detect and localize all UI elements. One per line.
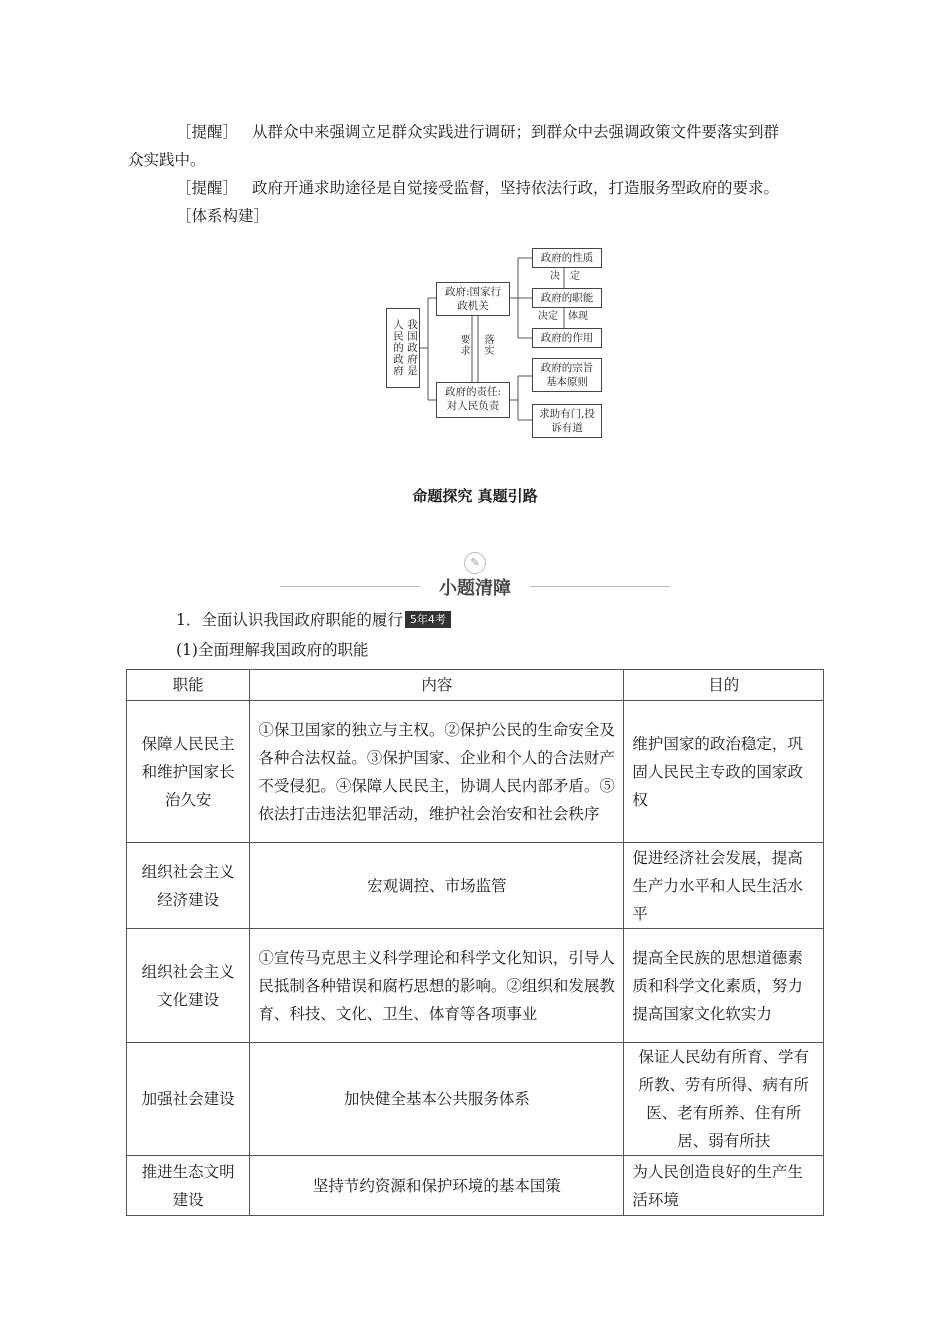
reminder-paragraph-1-continued: 众实践中。 <box>128 151 206 169</box>
diagram-responsibility: 政府的责任:对人民负责 <box>436 382 510 418</box>
cell-purpose: 促进经济社会发展，提高生产力水平和人民生活水平 <box>624 843 824 929</box>
reminder-text: 政府开通求助途径是自觉接受监督，坚持依法行政，打造服务型政府的要求。 <box>252 179 780 197</box>
diagram-label-implement: 落实 <box>482 334 493 356</box>
table-row <box>127 1156 824 1216</box>
section-banner <box>280 550 670 600</box>
cell-purpose: 保证人民幼有所育、学有所教、劳有所得、病有所医、老有所养、住有所居、弱有所扶 <box>624 1043 824 1156</box>
banner-title: 小题清障 <box>439 578 511 599</box>
reminder-tag: ［提醒］ <box>176 179 239 197</box>
table-header-row <box>127 670 824 701</box>
table-row <box>127 1043 824 1156</box>
section-title: 命题探究 真题引路 <box>412 487 538 505</box>
reminder-paragraph-2 <box>176 174 826 202</box>
diagram-help: 求助有门,投诉有道 <box>532 404 602 438</box>
cell-purpose: 为人民创造良好的生产生活环境 <box>624 1156 824 1216</box>
cell-content: ①保卫国家的独立与主权。②保护公民的生命安全及各种合法权益。③保护国家、企业和个人的合法财产不受侵犯。④保障人民民主，协调人民内部矛盾。⑤依法打击违法犯罪活动，维护社会治安和社会秩序 <box>250 701 624 843</box>
header-function: 职能 <box>127 670 250 701</box>
cell-function: 组织社会主义文化建设 <box>127 929 250 1043</box>
reminder-tag: ［提醒］ <box>176 123 239 141</box>
reminder-text: 从群众中来强调立足群众实践进行调研；到群众中去强调政策文件要落实到群 <box>252 123 780 141</box>
diagram-nature: 政府的性质 <box>532 248 602 268</box>
cell-content: 坚持节约资源和保护环境的基本国策 <box>250 1156 624 1216</box>
diagram-function: 政府的职能 <box>532 288 602 308</box>
exam-frequency-badge: 5年4考 <box>405 611 451 628</box>
item-heading-text: 1．全面认识我国政府职能的履行 <box>176 611 403 629</box>
cell-function: 组织社会主义经济建设 <box>127 843 250 929</box>
diagram-label-decide-2: 决定 <box>538 311 558 322</box>
cell-content: 加快健全基本公共服务体系 <box>250 1043 624 1156</box>
system-construction-heading: ［体系构建］ <box>176 207 270 225</box>
header-content: 内容 <box>250 670 624 701</box>
diagram-root: 我国政府是人民的政府 <box>386 308 420 388</box>
table-row <box>127 929 824 1043</box>
cell-function: 保障人民民主和维护国家长治久安 <box>127 701 250 843</box>
table-row <box>127 701 824 843</box>
diagram-principle: 政府的宗旨基本原则 <box>532 358 602 392</box>
item-heading <box>176 607 451 633</box>
cell-function: 加强社会建设 <box>127 1043 250 1156</box>
pen-icon: ✎ <box>464 552 486 574</box>
cell-purpose: 提高全民族的思想道德素质和科学文化素质，努力提高国家文化软实力 <box>624 929 824 1043</box>
functions-table <box>126 669 824 1216</box>
header-purpose: 目的 <box>624 670 824 701</box>
table-row <box>127 843 824 929</box>
cell-function: 推进生态文明建设 <box>127 1156 250 1216</box>
diagram-role: 政府的作用 <box>532 328 602 348</box>
sub-heading: (1)全面理解我国政府的职能 <box>176 641 369 659</box>
concept-diagram <box>380 240 620 445</box>
diagram-label-embody: 体现 <box>568 311 588 322</box>
diagram-label-decide-1: 决 定 <box>550 271 580 282</box>
diagram-gov: 政府:国家行政机关 <box>436 282 510 316</box>
cell-purpose: 维护国家的政治稳定，巩固人民民主专政的国家政权 <box>624 701 824 843</box>
cell-content: 宏观调控、市场监管 <box>250 843 624 929</box>
cell-content: ①宣传马克思主义科学理论和科学文化知识，引导人民抵制各种错误和腐朽思想的影响。②组织和发展教育、科技、文化、卫生、体育等各项事业 <box>250 929 624 1043</box>
reminder-paragraph-1 <box>176 118 826 146</box>
diagram-label-require: 要求 <box>458 334 469 356</box>
